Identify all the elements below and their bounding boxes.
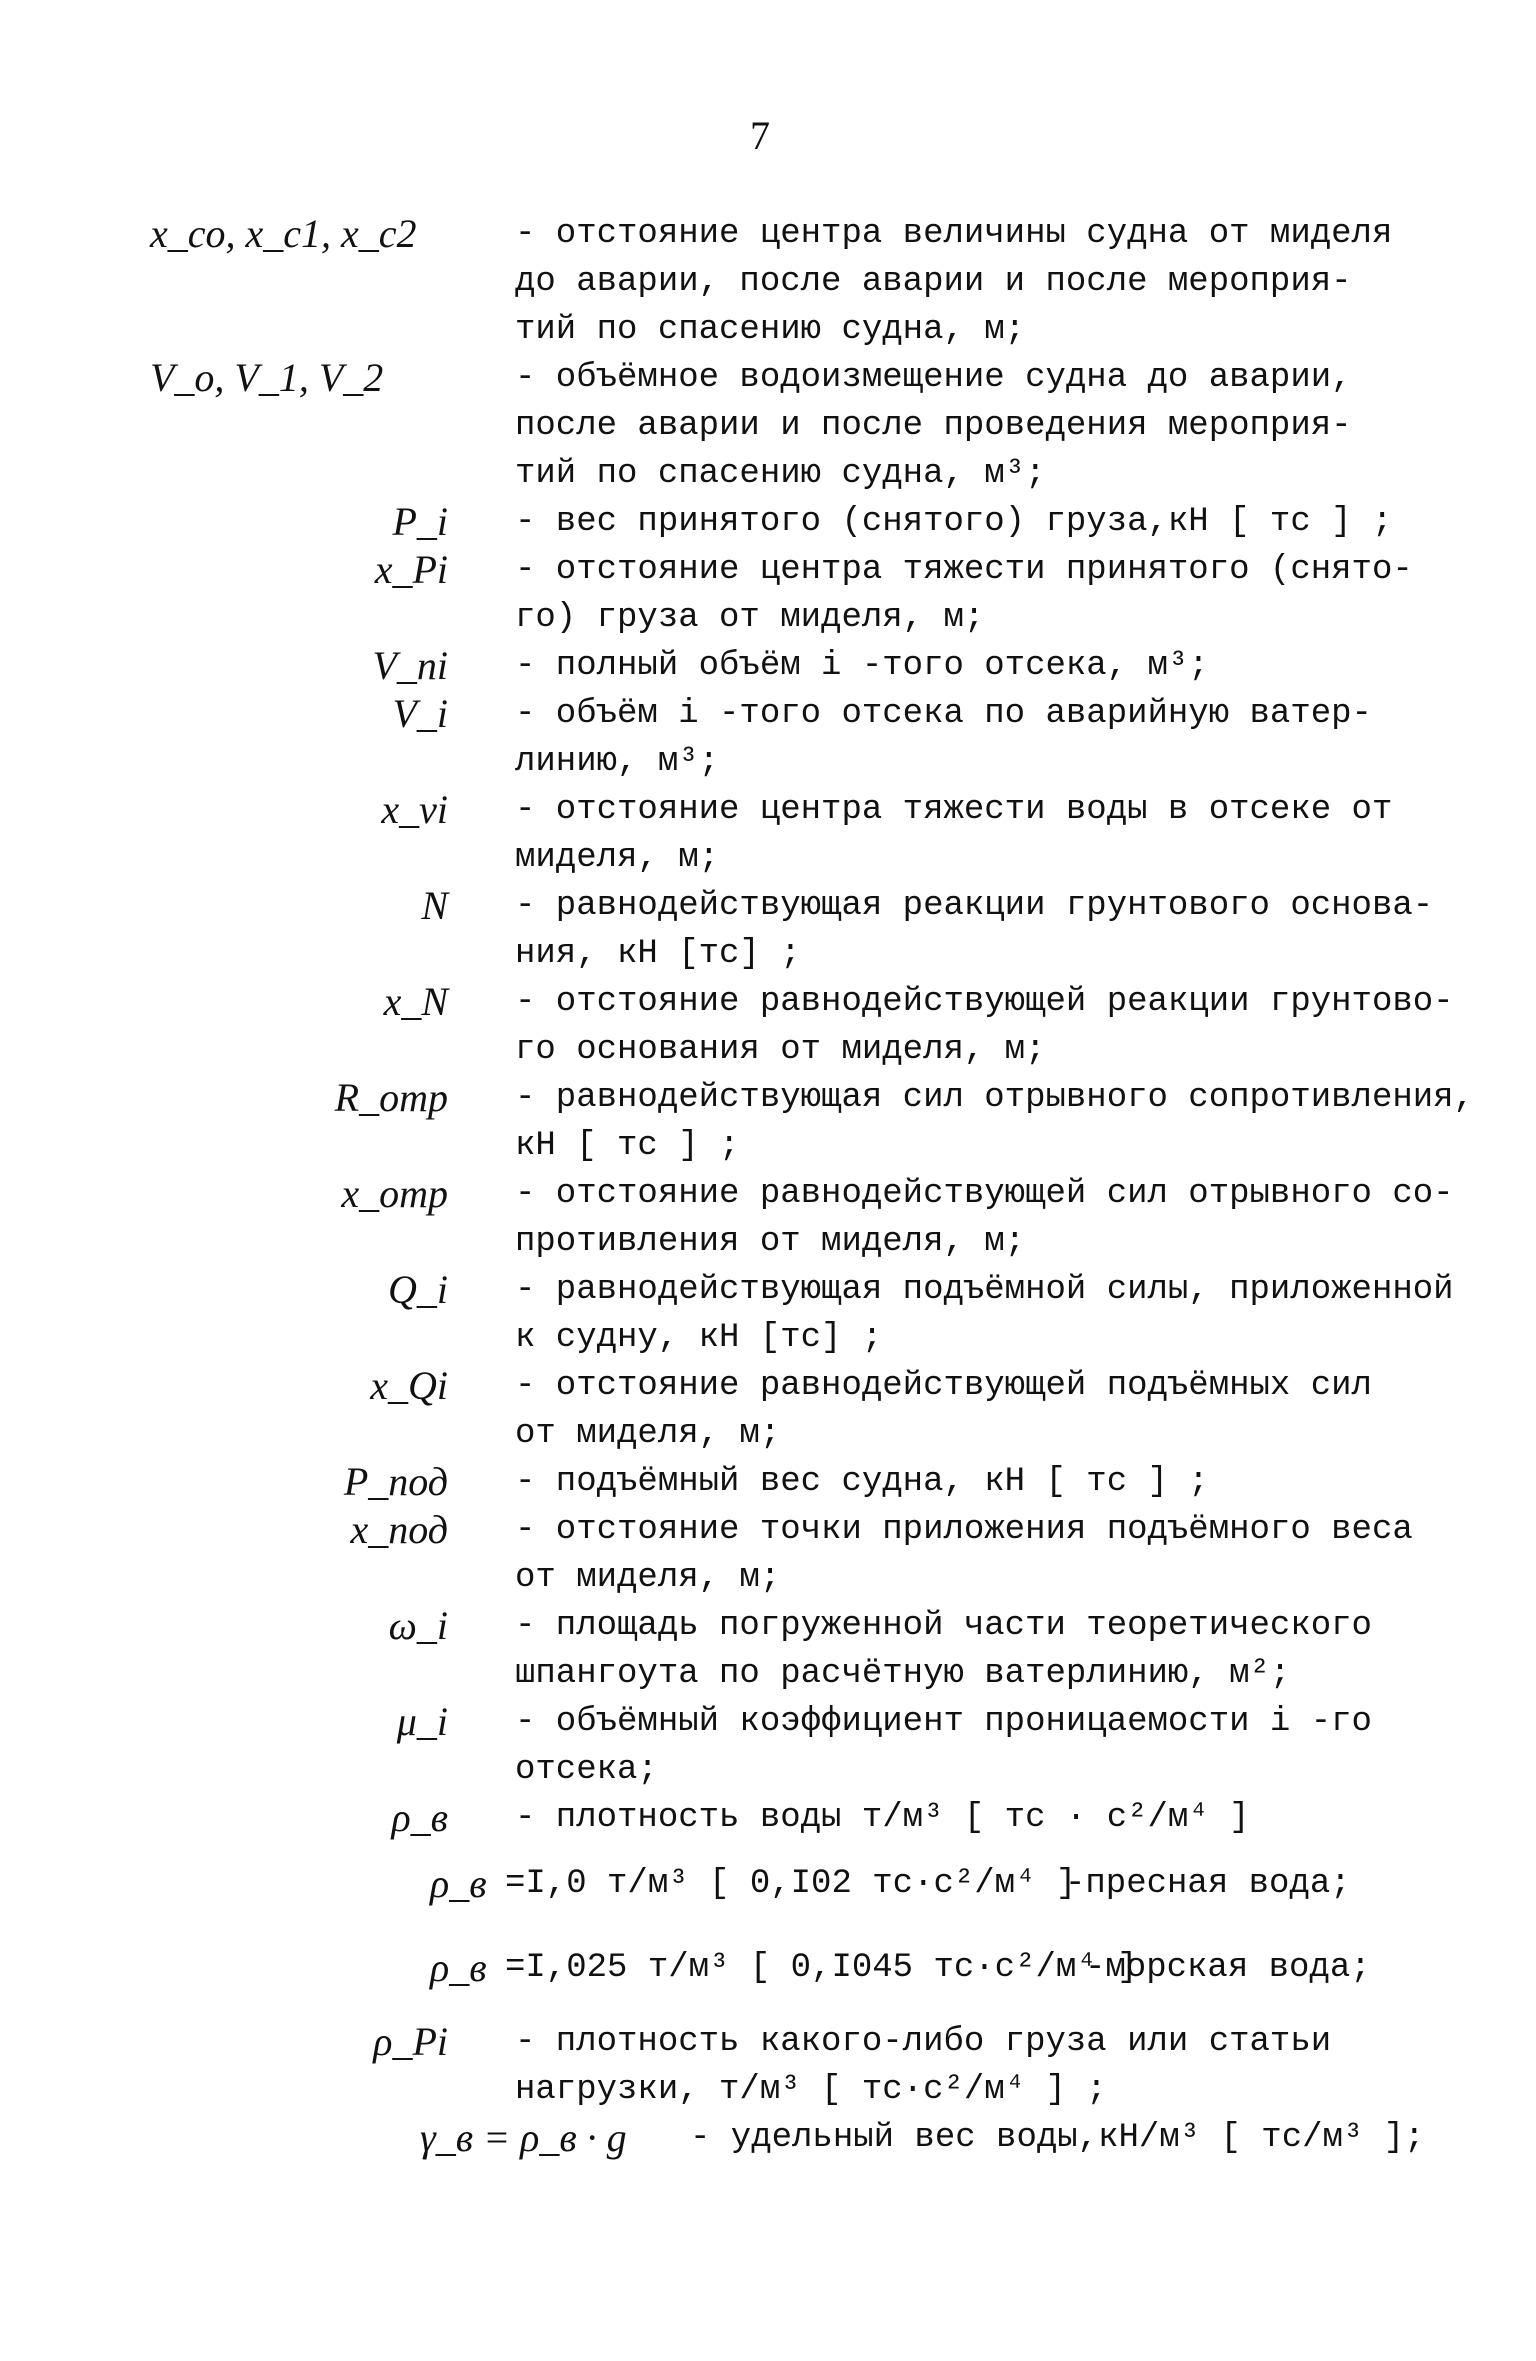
specific-weight-expression: γ_в = ρ_в · g — [420, 2115, 627, 2160]
text-line: - отстояние равнодействующей реакции грунтово- — [515, 983, 1454, 1021]
definition-row — [0, 882, 1536, 978]
text-line: - подъёмный вес судна, кН [ тс ] ; — [515, 1463, 1209, 1501]
density-symbol: ρ_в — [430, 1861, 487, 1906]
text-line: до аварии, после аварии и после мероприя- — [515, 263, 1352, 301]
definition-symbol: Q_i — [388, 1267, 448, 1312]
text-line: - объёмный коэффициент проницаемости i -го — [515, 1703, 1372, 1741]
text-line: - отстояние точки приложения подъёмного веса — [515, 1511, 1413, 1549]
definition-symbol: μ_i — [396, 1699, 448, 1744]
definition-text — [515, 642, 1430, 690]
definition-text — [515, 786, 1430, 882]
text-line: го) груза от миделя, м; — [515, 599, 985, 637]
definition-text — [515, 882, 1434, 978]
text-line: - полный объём i -того отсека, м³; — [515, 647, 1209, 685]
definition-row — [0, 1602, 1536, 1698]
definition-symbol: ρ_в — [391, 1795, 448, 1840]
density-value: =I,0 т/м³ [ 0,I02 тс·с²/м⁴ ] — [505, 1865, 1077, 1903]
definition-text — [515, 1170, 1454, 1266]
definition-row — [0, 498, 1536, 546]
text-line: - равнодействующая подъёмной силы, приложенной — [515, 1271, 1454, 1309]
definition-text — [515, 1266, 1454, 1362]
definition-text — [515, 2018, 1430, 2114]
text-line: от миделя, м; — [515, 1559, 781, 1597]
definition-text — [515, 1506, 1430, 1602]
text-line: - равнодействующая сил отрывного сопротивления, — [515, 1079, 1474, 1117]
definition-list — [0, 210, 1536, 2174]
definition-row — [0, 642, 1536, 690]
definition-symbol: ρ_Pi — [373, 2019, 448, 2064]
page-number: 7 — [750, 113, 770, 158]
text-line: - отстояние равнодействующей сил отрывного со- — [515, 1175, 1454, 1213]
definition-text — [515, 1602, 1430, 1698]
definition-symbol: R_отр — [334, 1075, 448, 1120]
text-line: - объём i -того отсека по аварийную ватер- — [515, 695, 1372, 733]
text-line: шпангоута по расчётную ватерлинию, м²; — [515, 1655, 1291, 1693]
definition-text — [515, 690, 1430, 786]
definition-row — [0, 210, 1536, 354]
text-line: - плотность какого-либо груза или статьи — [515, 2023, 1332, 2061]
text-line: тий по спасению судна, м; — [515, 311, 1026, 349]
definition-symbol: x_Qi — [370, 1363, 448, 1408]
definition-row — [0, 1698, 1536, 1794]
definition-symbol: x_N — [383, 979, 448, 1024]
text-line: - отстояние равнодействующей подъёмных сил — [515, 1367, 1372, 1405]
text-line: линию, м³; — [515, 743, 720, 781]
text-line: противления от миделя, м; — [515, 1223, 1026, 1261]
text-line: кН [ тс ] ; — [515, 1127, 740, 1165]
definition-text — [515, 978, 1454, 1074]
definition-row — [0, 354, 1536, 498]
definition-symbol: V_i — [392, 691, 448, 736]
definition-symbol: x_под — [350, 1507, 448, 1552]
text-line: от миделя, м; — [515, 1415, 781, 1453]
text-line: го основания от миделя, м; — [515, 1031, 1046, 1069]
definition-row — [0, 1506, 1536, 1602]
definition-symbol: x_Pi — [374, 547, 448, 592]
definition-symbol: ω_i — [388, 1603, 448, 1648]
text-line: - отстояние центра тяжести принятого (снято- — [515, 551, 1413, 589]
definition-symbol: x_отр — [341, 1171, 448, 1216]
definition-symbol: N — [421, 883, 448, 928]
definition-row — [0, 1362, 1536, 1458]
text-line: отсека; — [515, 1751, 658, 1789]
definition-row — [0, 1074, 1536, 1170]
density-note: -пресная вода; — [1065, 1865, 1351, 1903]
text-line: после аварии и после проведения мероприя- — [515, 407, 1352, 445]
density-note: -морская вода; — [1085, 1949, 1371, 1987]
definition-row — [0, 546, 1536, 642]
definition-row — [0, 690, 1536, 786]
text-line: к судну, кН [тс] ; — [515, 1319, 883, 1357]
definition-text — [515, 1074, 1474, 1170]
text-line: - отстояние центра величины судна от миделя — [515, 215, 1393, 253]
definition-text — [515, 1794, 1430, 1842]
density-value: =I,025 т/м³ [ 0,I045 тс·с²/м⁴ ] — [505, 1949, 1138, 1987]
text-line: - плотность воды т/м³ [ тс · с²/м⁴ ] — [515, 1799, 1250, 1837]
text-line: - объёмное водоизмещение судна до аварии, — [515, 359, 1352, 397]
definition-symbol: P_i — [392, 499, 448, 544]
density-symbol: ρ_в — [430, 1945, 487, 1990]
text-line: тий по спасению судна, м³; — [515, 455, 1046, 493]
text-line: миделя, м; — [515, 839, 720, 877]
text-line: - равнодействующая реакции грунтового основа- — [515, 887, 1434, 925]
sea-water-density — [0, 1944, 1536, 1998]
definition-text — [515, 1698, 1430, 1794]
definition-symbol: x_co, x_c1, x_c2 — [150, 211, 417, 256]
specific-weight-text: - удельный вес воды,кН/м³ [ тс/м³ ]; — [690, 2119, 1425, 2157]
fresh-water-density — [0, 1860, 1536, 1914]
text-line: ния, кН [тс] ; — [515, 935, 801, 973]
definition-row — [0, 1170, 1536, 1266]
definition-text — [515, 354, 1430, 498]
text-line: - отстояние центра тяжести воды в отсеке от — [515, 791, 1393, 829]
specific-weight-formula — [0, 2114, 1536, 2174]
definition-symbol: P_под — [343, 1459, 448, 1504]
text-line: - вес принятого (снятого) груза,кН [ тс ] ; — [515, 503, 1393, 541]
text-line: нагрузки, т/м³ [ тс·с²/м⁴ ] ; — [515, 2071, 1107, 2109]
definition-row — [0, 2018, 1536, 2114]
text-line: - площадь погруженной части теоретического — [515, 1607, 1372, 1645]
definition-row — [0, 786, 1536, 882]
definition-symbol: V_o, V_1, V_2 — [150, 355, 384, 400]
definition-row — [0, 1266, 1536, 1362]
definition-symbol: x_vi — [381, 787, 448, 832]
definition-text — [515, 210, 1430, 354]
definition-text — [515, 1362, 1430, 1458]
definition-row — [0, 1794, 1536, 1860]
definition-row — [0, 1458, 1536, 1506]
definition-text — [515, 498, 1430, 546]
definition-text — [515, 1458, 1430, 1506]
definition-text — [515, 546, 1430, 642]
definition-symbol: V_ni — [372, 643, 448, 688]
definition-row — [0, 978, 1536, 1074]
